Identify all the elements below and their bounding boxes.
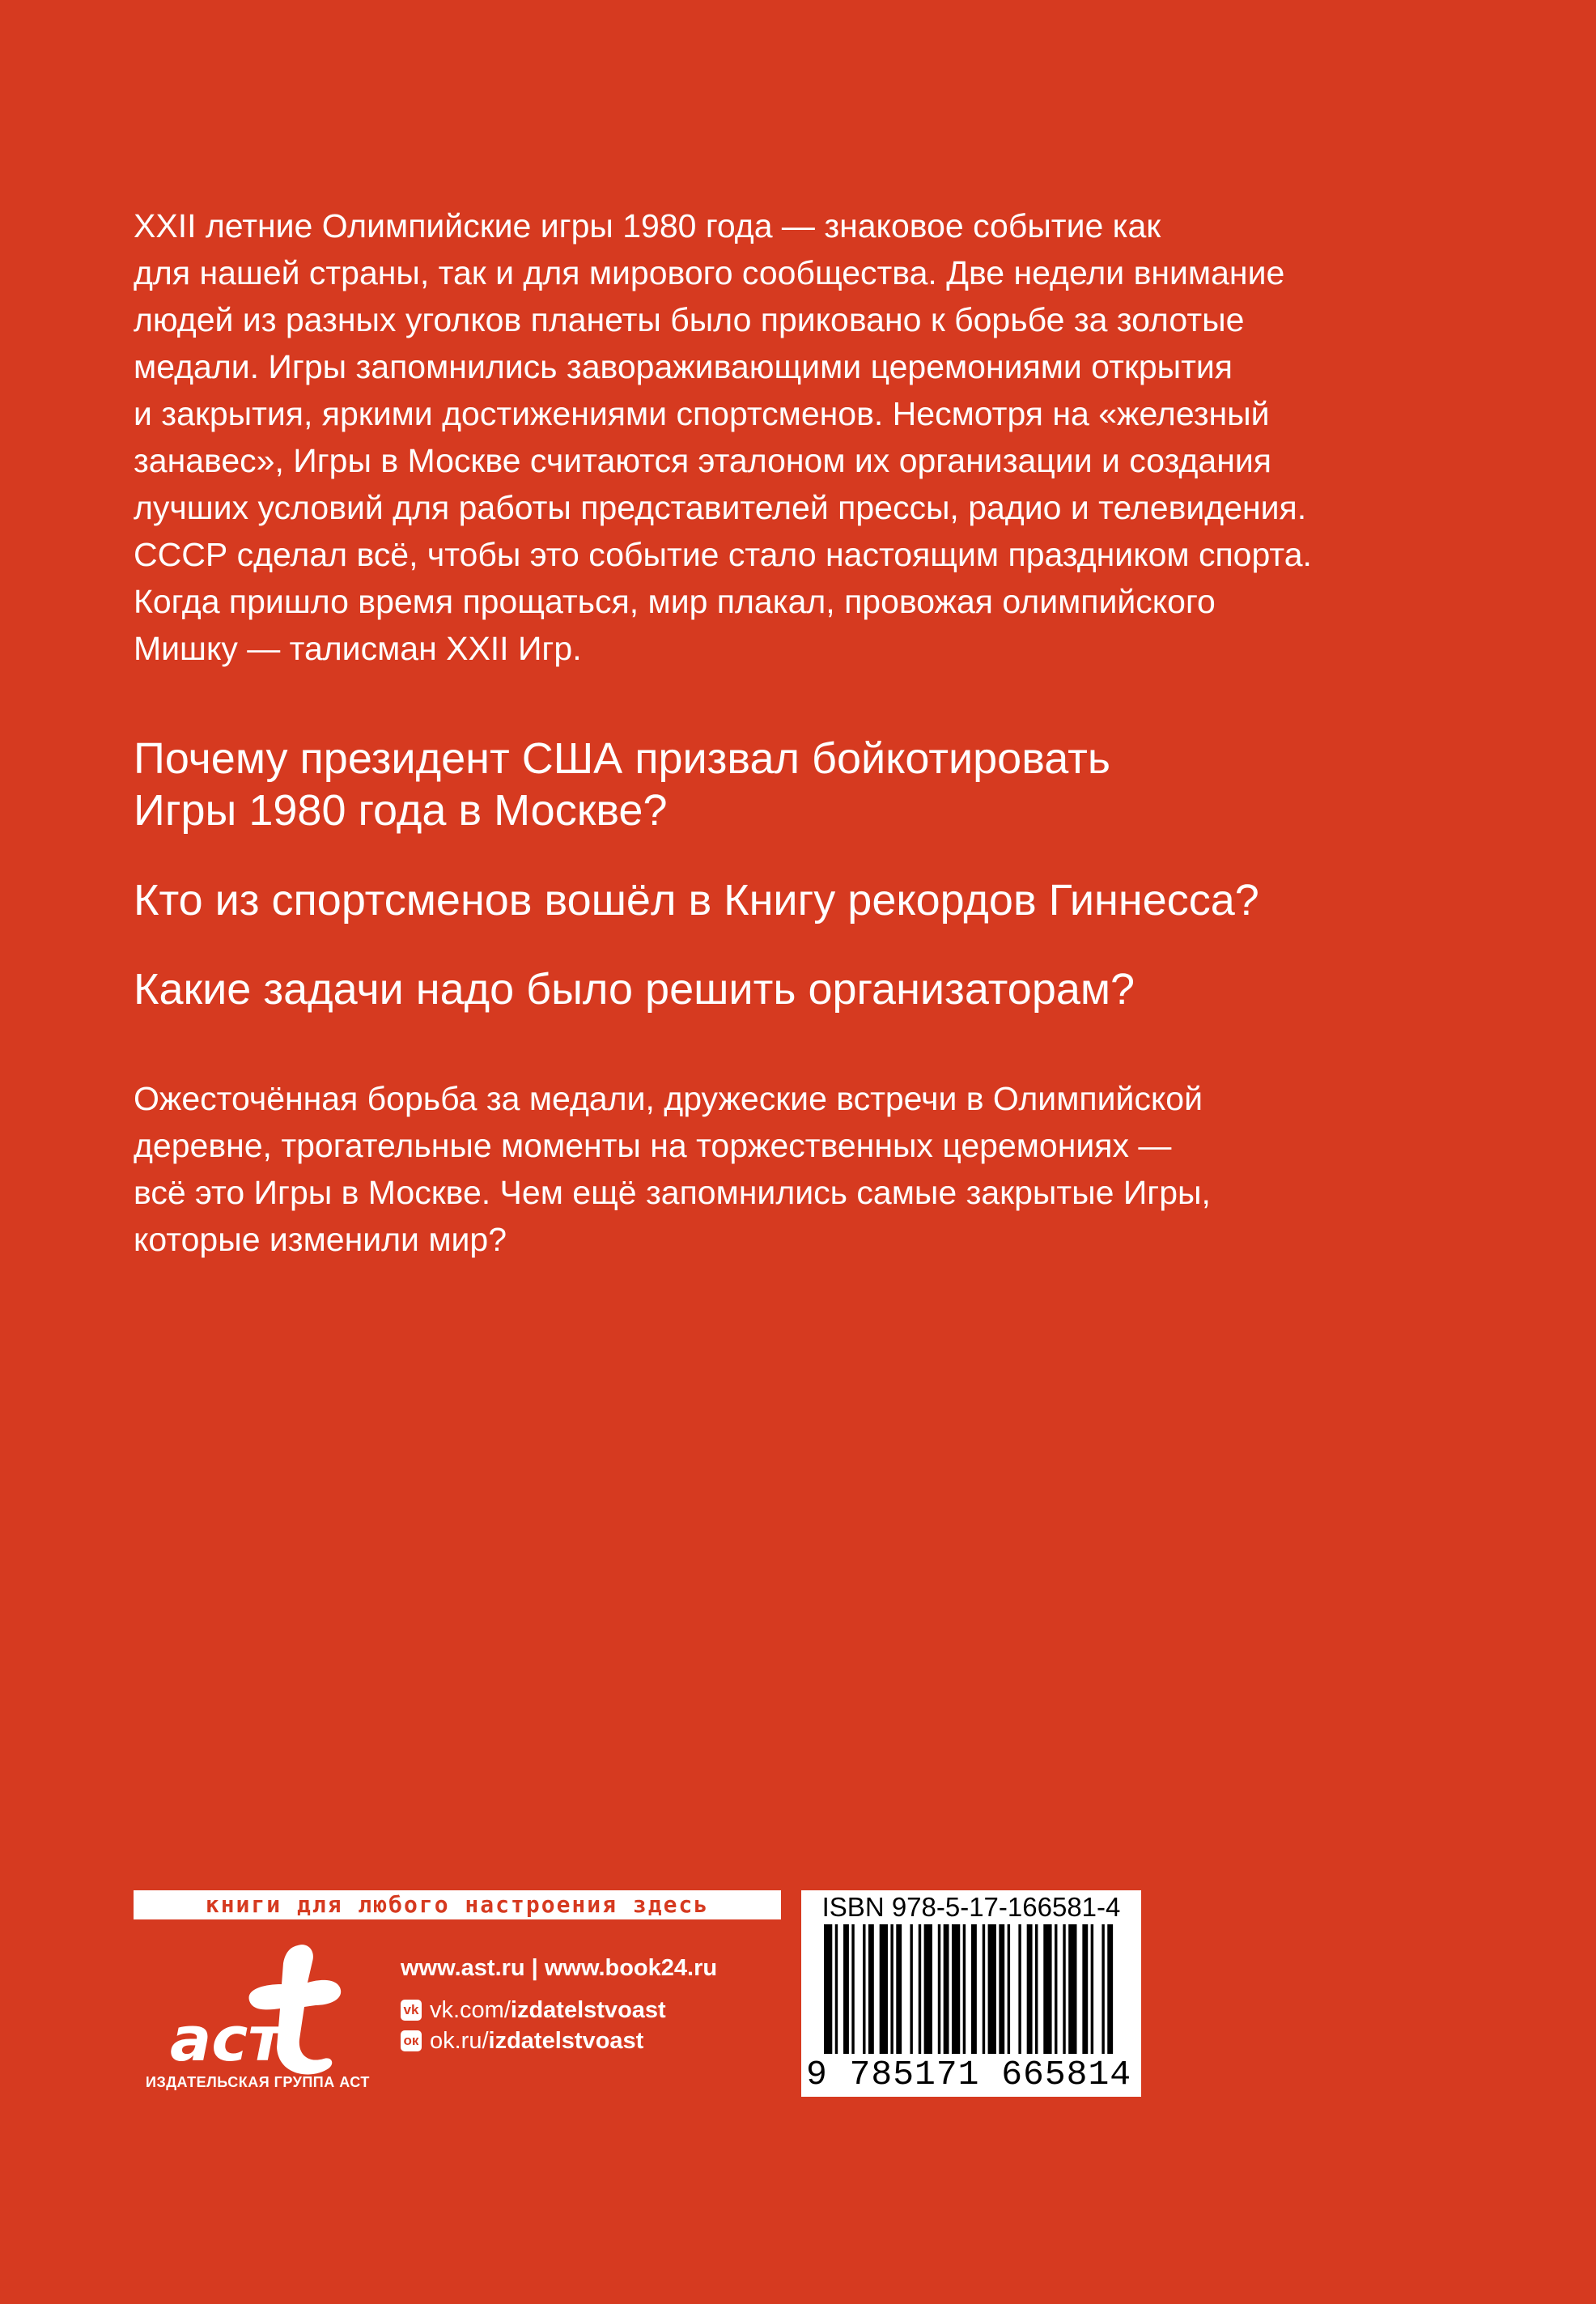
- barcode-bar: [919, 1924, 921, 2054]
- intro-line: для нашей страны, так и для мирового сообщества. Две недели внимание: [134, 254, 1285, 291]
- ok-link[interactable]: [401, 2029, 717, 2053]
- intro-line: Мишку — талисман XXII Игр.: [134, 630, 582, 667]
- logo-text: аст: [170, 2003, 284, 2075]
- intro-line: Когда пришло время прощаться, мир плакал, провожая олимпийского: [134, 583, 1216, 620]
- intro-paragraph: [134, 202, 1477, 672]
- outro-line: которые изменили мир?: [134, 1221, 507, 1258]
- barcode-bar: [1091, 1924, 1093, 2054]
- barcode-bar: [896, 1924, 902, 2054]
- barcode-bar: [952, 1924, 960, 2054]
- barcode-bar: [1107, 1924, 1113, 2054]
- barcode-bar: [1055, 1924, 1057, 2054]
- publisher-caption: ИЗДАТЕЛЬСКАЯ ГРУППА АСТ: [146, 2074, 370, 2090]
- barcode-bar: [924, 1924, 932, 2054]
- barcode-bar: [1101, 1924, 1104, 2054]
- ast-logo: [146, 1939, 380, 2093]
- isbn-barcode: [801, 1890, 1141, 2097]
- question-guinness: Кто из спортсменов вошёл в Книгу рекордов Гиннесса?: [134, 876, 1259, 925]
- question-organizers: Какие задачи надо было решить организаторам?: [134, 965, 1135, 1014]
- ok-handle: izdatelstvoast: [488, 2027, 644, 2054]
- barcode-bar: [824, 1924, 832, 2054]
- barcode-bar: [1018, 1924, 1021, 2054]
- barcode-bar: [868, 1924, 874, 2054]
- intro-line: лучших условий для работы представителей прессы, радио и телевидения.: [134, 489, 1307, 526]
- barcode-bar: [983, 1924, 985, 2054]
- barcode-digits: 9 785171 665814: [806, 2055, 1132, 2094]
- barcode-bar: [988, 1924, 996, 2054]
- barcode-bar: [880, 1924, 888, 2054]
- intro-line: XXII летние Олимпийские игры 1980 года — знаковое событие как: [134, 207, 1161, 244]
- barcode-bar: [944, 1924, 949, 2054]
- question-boycott-line2: Игры 1980 года в Москве?: [134, 786, 668, 835]
- vk-link[interactable]: [401, 1998, 717, 2022]
- barcode-bar: [843, 1924, 849, 2054]
- barcode-image: [824, 1924, 1118, 2054]
- isbn-text: ISBN 978-5-17-166581-4: [821, 1892, 1121, 1922]
- odnoklassniki-icon: ок: [401, 2030, 422, 2051]
- outro-line: Ожесточённая борьба за медали, дружеские встречи в Олимпийской: [134, 1080, 1203, 1117]
- publisher-slogan: книги для любого настроения здесь: [134, 1890, 781, 1919]
- barcode-bar: [890, 1924, 893, 2054]
- question-boycott-line1: Почему президент США призвал бойкотировать: [134, 734, 1110, 783]
- ok-prefix: ok.ru/: [430, 2027, 489, 2054]
- outro-line: деревне, трогательные моменты на торжественных церемониях —: [134, 1127, 1172, 1164]
- vk-handle: izdatelstvoast: [510, 1996, 666, 2023]
- publisher-links: [401, 1955, 717, 2060]
- barcode-bar: [910, 1924, 912, 2054]
- barcode-bar: [963, 1924, 966, 2054]
- publisher-sites[interactable]: www.ast.ru | www.book24.ru: [401, 1955, 718, 1981]
- question-boycott: [134, 733, 1110, 836]
- barcode-bar: [835, 1924, 838, 2054]
- outro-line: всё это Игры в Москве. Чем ещё запомнились самые закрытые Игры,: [134, 1174, 1211, 1211]
- intro-line: и закрытия, яркими достижениями спортсменов. Несмотря на «железный: [134, 395, 1270, 432]
- intro-line: людей из разных уголков планеты было приковано к борьбе за золотые: [134, 301, 1245, 338]
- intro-line: СССР сделал всё, чтобы это событие стало настоящим праздником спорта.: [134, 536, 1312, 573]
- barcode-bar: [1043, 1924, 1051, 2054]
- vk-icon: vk: [401, 2000, 422, 2021]
- barcode-bar: [938, 1924, 940, 2054]
- barcode-bar: [863, 1924, 865, 2054]
- intro-line: медали. Игры запомнились завораживающими церемониями открытия: [134, 348, 1233, 385]
- intro-line: занавес», Игры в Москве считаются эталоном их организации и создания: [134, 442, 1271, 479]
- barcode-bar: [1027, 1924, 1033, 2054]
- barcode-bar: [1068, 1924, 1076, 2054]
- barcode-bar: [999, 1924, 1004, 2054]
- outro-paragraph: [134, 1075, 1477, 1263]
- barcode-bar: [1035, 1924, 1038, 2054]
- barcode-bar: [971, 1924, 977, 2054]
- barcode-bar: [1082, 1924, 1088, 2054]
- barcode-bar: [1063, 1924, 1065, 2054]
- barcode-bar: [851, 1924, 854, 2054]
- vk-prefix: vk.com/: [430, 1996, 511, 2023]
- barcode-bar: [1008, 1924, 1010, 2054]
